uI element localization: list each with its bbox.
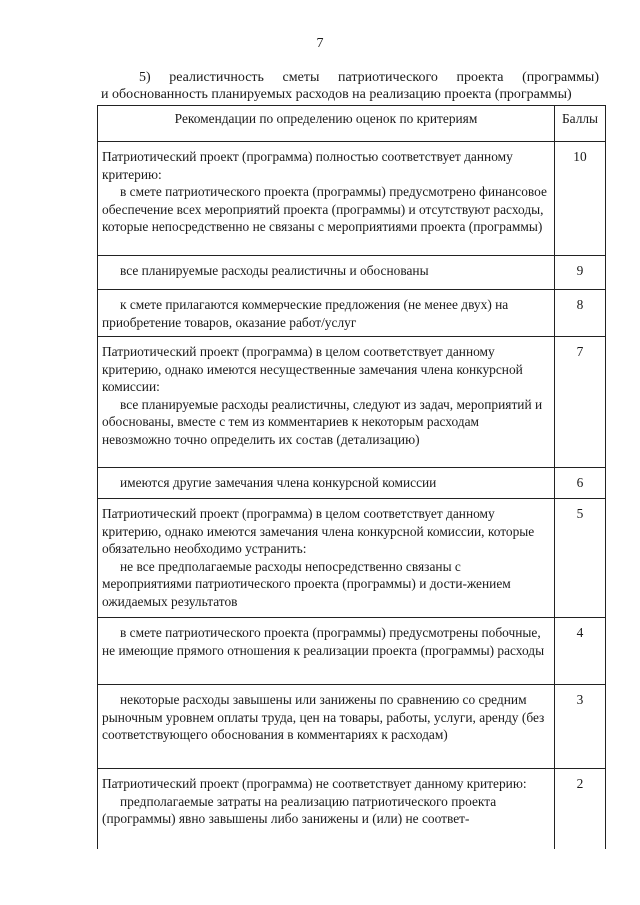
criteria-detail-text: к смете прилагаются коммерческие предложения (не менее двух) на приобретение товаров, оказание работ/услуг bbox=[102, 297, 509, 330]
score-cell: 2 bbox=[555, 769, 606, 850]
score-column-header: Баллы bbox=[555, 106, 606, 142]
table-row bbox=[98, 290, 606, 337]
table-row bbox=[98, 468, 606, 499]
heading-word: (программы) bbox=[522, 70, 599, 85]
section-heading bbox=[101, 69, 599, 103]
section-heading-line2: и обоснованность планируемых расходов на реализацию проекта (программы) bbox=[101, 87, 572, 102]
score-cell: 7 bbox=[555, 337, 606, 468]
criteria-detail-text: все планируемые расходы реалистичны и обоснованы bbox=[120, 263, 429, 278]
criteria-detail-text: в смете патриотического проекта (программы) предусмотрены побочные, не имеющие прямого отношения к реализации проекта (программы) расходы bbox=[102, 625, 545, 658]
table-row bbox=[98, 142, 606, 256]
heading-word: патриотического bbox=[337, 70, 438, 85]
criteria-detail-text: некоторые расходы завышены или занижены по сравнению со средним рыночным уровнем оплаты труда, цен на товары, работы, услуги, аренду (без соответствующего обоснования в комментариях к расходам) bbox=[102, 692, 545, 742]
criteria-cell bbox=[98, 685, 555, 769]
criteria-cell bbox=[98, 337, 555, 468]
score-cell: 5 bbox=[555, 499, 606, 618]
criteria-detail-text: все планируемые расходы реалистичны, следуют из задач, мероприятий и обоснованы, вместе с тем из комментариев к некоторым расходам невозможно точно определить их состав (детализацию) bbox=[102, 396, 543, 447]
table-row bbox=[98, 685, 606, 769]
criteria-cell bbox=[98, 618, 555, 685]
criteria-lead-text: Патриотический проект (программа) полностью соответствует данному критерию: bbox=[102, 149, 513, 182]
criteria-detail-text: имеются другие замечания члена конкурсной комиссии bbox=[120, 475, 437, 490]
heading-word: сметы bbox=[282, 70, 320, 85]
table-row bbox=[98, 499, 606, 618]
heading-word: реалистичность bbox=[169, 70, 264, 85]
score-cell: 4 bbox=[555, 618, 606, 685]
criteria-column-header: Рекомендации по определению оценок по критериям bbox=[98, 106, 555, 142]
score-cell: 3 bbox=[555, 685, 606, 769]
criteria-cell bbox=[98, 256, 555, 290]
criteria-detail-text: в смете патриотического проекта (программы) предусмотрено финансовое обеспечение всех мероприятий проекта (программы) и отсутствуют расходы, которые непосредственно не связаны с мероприятиями проекта (программы) bbox=[102, 184, 547, 234]
criteria-table bbox=[97, 105, 606, 849]
table-row bbox=[98, 337, 606, 468]
score-cell: 8 bbox=[555, 290, 606, 337]
criteria-cell bbox=[98, 499, 555, 618]
section-heading-line1 bbox=[101, 69, 599, 86]
table-body bbox=[98, 142, 606, 850]
score-cell: 10 bbox=[555, 142, 606, 256]
table-row bbox=[98, 256, 606, 290]
table-header-row bbox=[98, 106, 606, 142]
criteria-cell bbox=[98, 769, 555, 850]
criteria-lead-text: Патриотический проект (программа) в целом соответствует данному критерию, однако имеются замечания члена конкурсной комиссии, которые обязательно необходимо устранить: bbox=[102, 506, 535, 556]
criteria-detail-text: не все предполагаемые расходы непосредственно связаны с мероприятиями патриотического проекта (программы) и дости-жением ожидаемых результатов bbox=[102, 558, 511, 609]
criteria-lead-text: Патриотический проект (программа) в целом соответствует данному критерию, однако имеются несущественные замечания члена конкурсной комиссии: bbox=[102, 344, 523, 394]
page-number: 7 bbox=[316, 36, 324, 51]
criteria-cell bbox=[98, 290, 555, 337]
criteria-cell bbox=[98, 468, 555, 499]
criteria-detail-text: предполагаемые затраты на реализацию патриотического проекта (программы) явно завышены либо занижены и (или) не соответ- bbox=[102, 793, 497, 826]
score-cell: 9 bbox=[555, 256, 606, 290]
heading-word: проекта bbox=[456, 70, 504, 85]
section-number: 5) bbox=[139, 70, 151, 85]
score-cell: 6 bbox=[555, 468, 606, 499]
criteria-lead-text: Патриотический проект (программа) не соответствует данному критерию: bbox=[102, 776, 527, 791]
criteria-cell bbox=[98, 142, 555, 256]
table-row bbox=[98, 769, 606, 850]
table-row bbox=[98, 618, 606, 685]
